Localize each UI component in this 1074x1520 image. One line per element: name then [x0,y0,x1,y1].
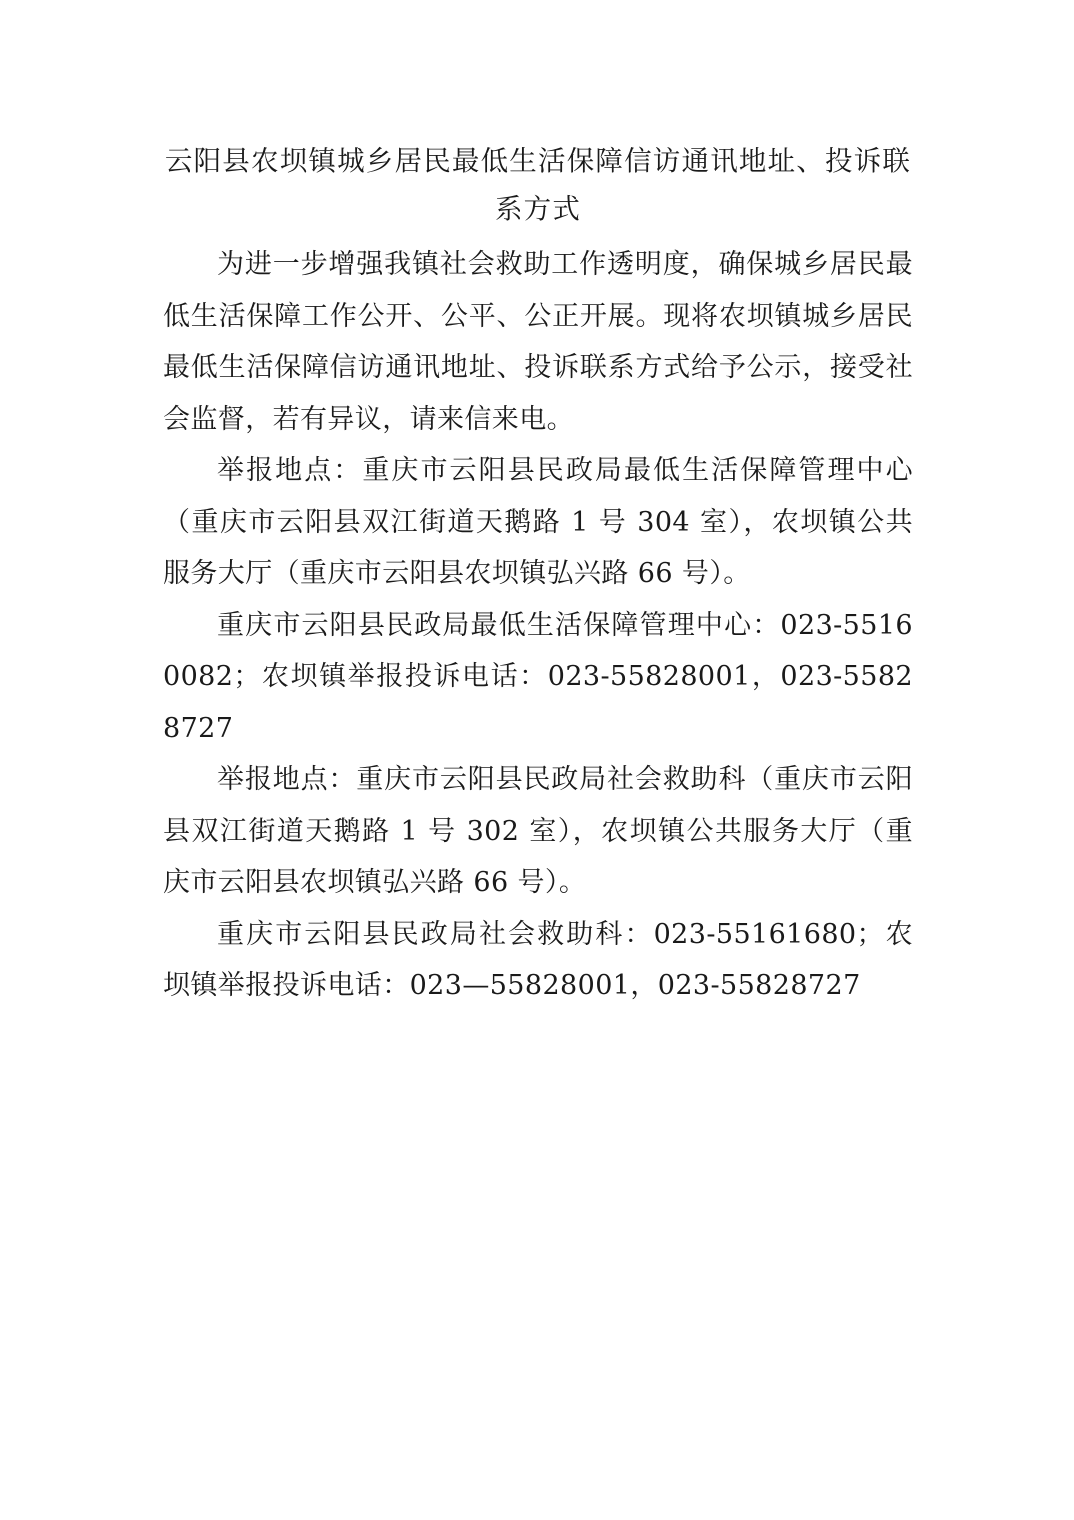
intro-paragraph: 为进一步增强我镇社会救助工作透明度，确保城乡居民最低生活保障工作公开、公平、公正开展。现将农坝镇城乡居民最低生活保障信访通讯地址、投诉联系方式给予公示，接受社会监督，若有异议，请来信来电。 [163,249,913,435]
contact-phone-paragraph-1: 重庆市云阳县民政局最低生活保障管理中心：023-55160082；农坝镇举报投诉电话：023-55828001，023-55828727 [163,609,913,744]
document-body [163,137,913,1012]
contact-phone-paragraph-2: 重庆市云阳县民政局社会救助科：023-55161680；农坝镇举报投诉电话：023—55828001，023-55828727 [163,918,913,1001]
document-title-line-2: 系方式 [494,193,582,225]
report-location-paragraph-1: 举报地点：重庆市云阳县民政局最低生活保障管理中心（重庆市云阳县双江街道天鹅路 1 号 304 室），农坝镇公共服务大厅（重庆市云阳县农坝镇弘兴路 66 号）。 [163,455,913,589]
document-title [163,137,913,233]
document-title-line-1: 云阳县农坝镇城乡居民最低生活保障信访通讯地址、投诉联 [164,145,912,177]
report-location-paragraph-2: 举报地点：重庆市云阳县民政局社会救助科（重庆市云阳县双江街道天鹅路 1 号 302 室），农坝镇公共服务大厅（重庆市云阳县农坝镇弘兴路 66 号）。 [163,764,913,898]
